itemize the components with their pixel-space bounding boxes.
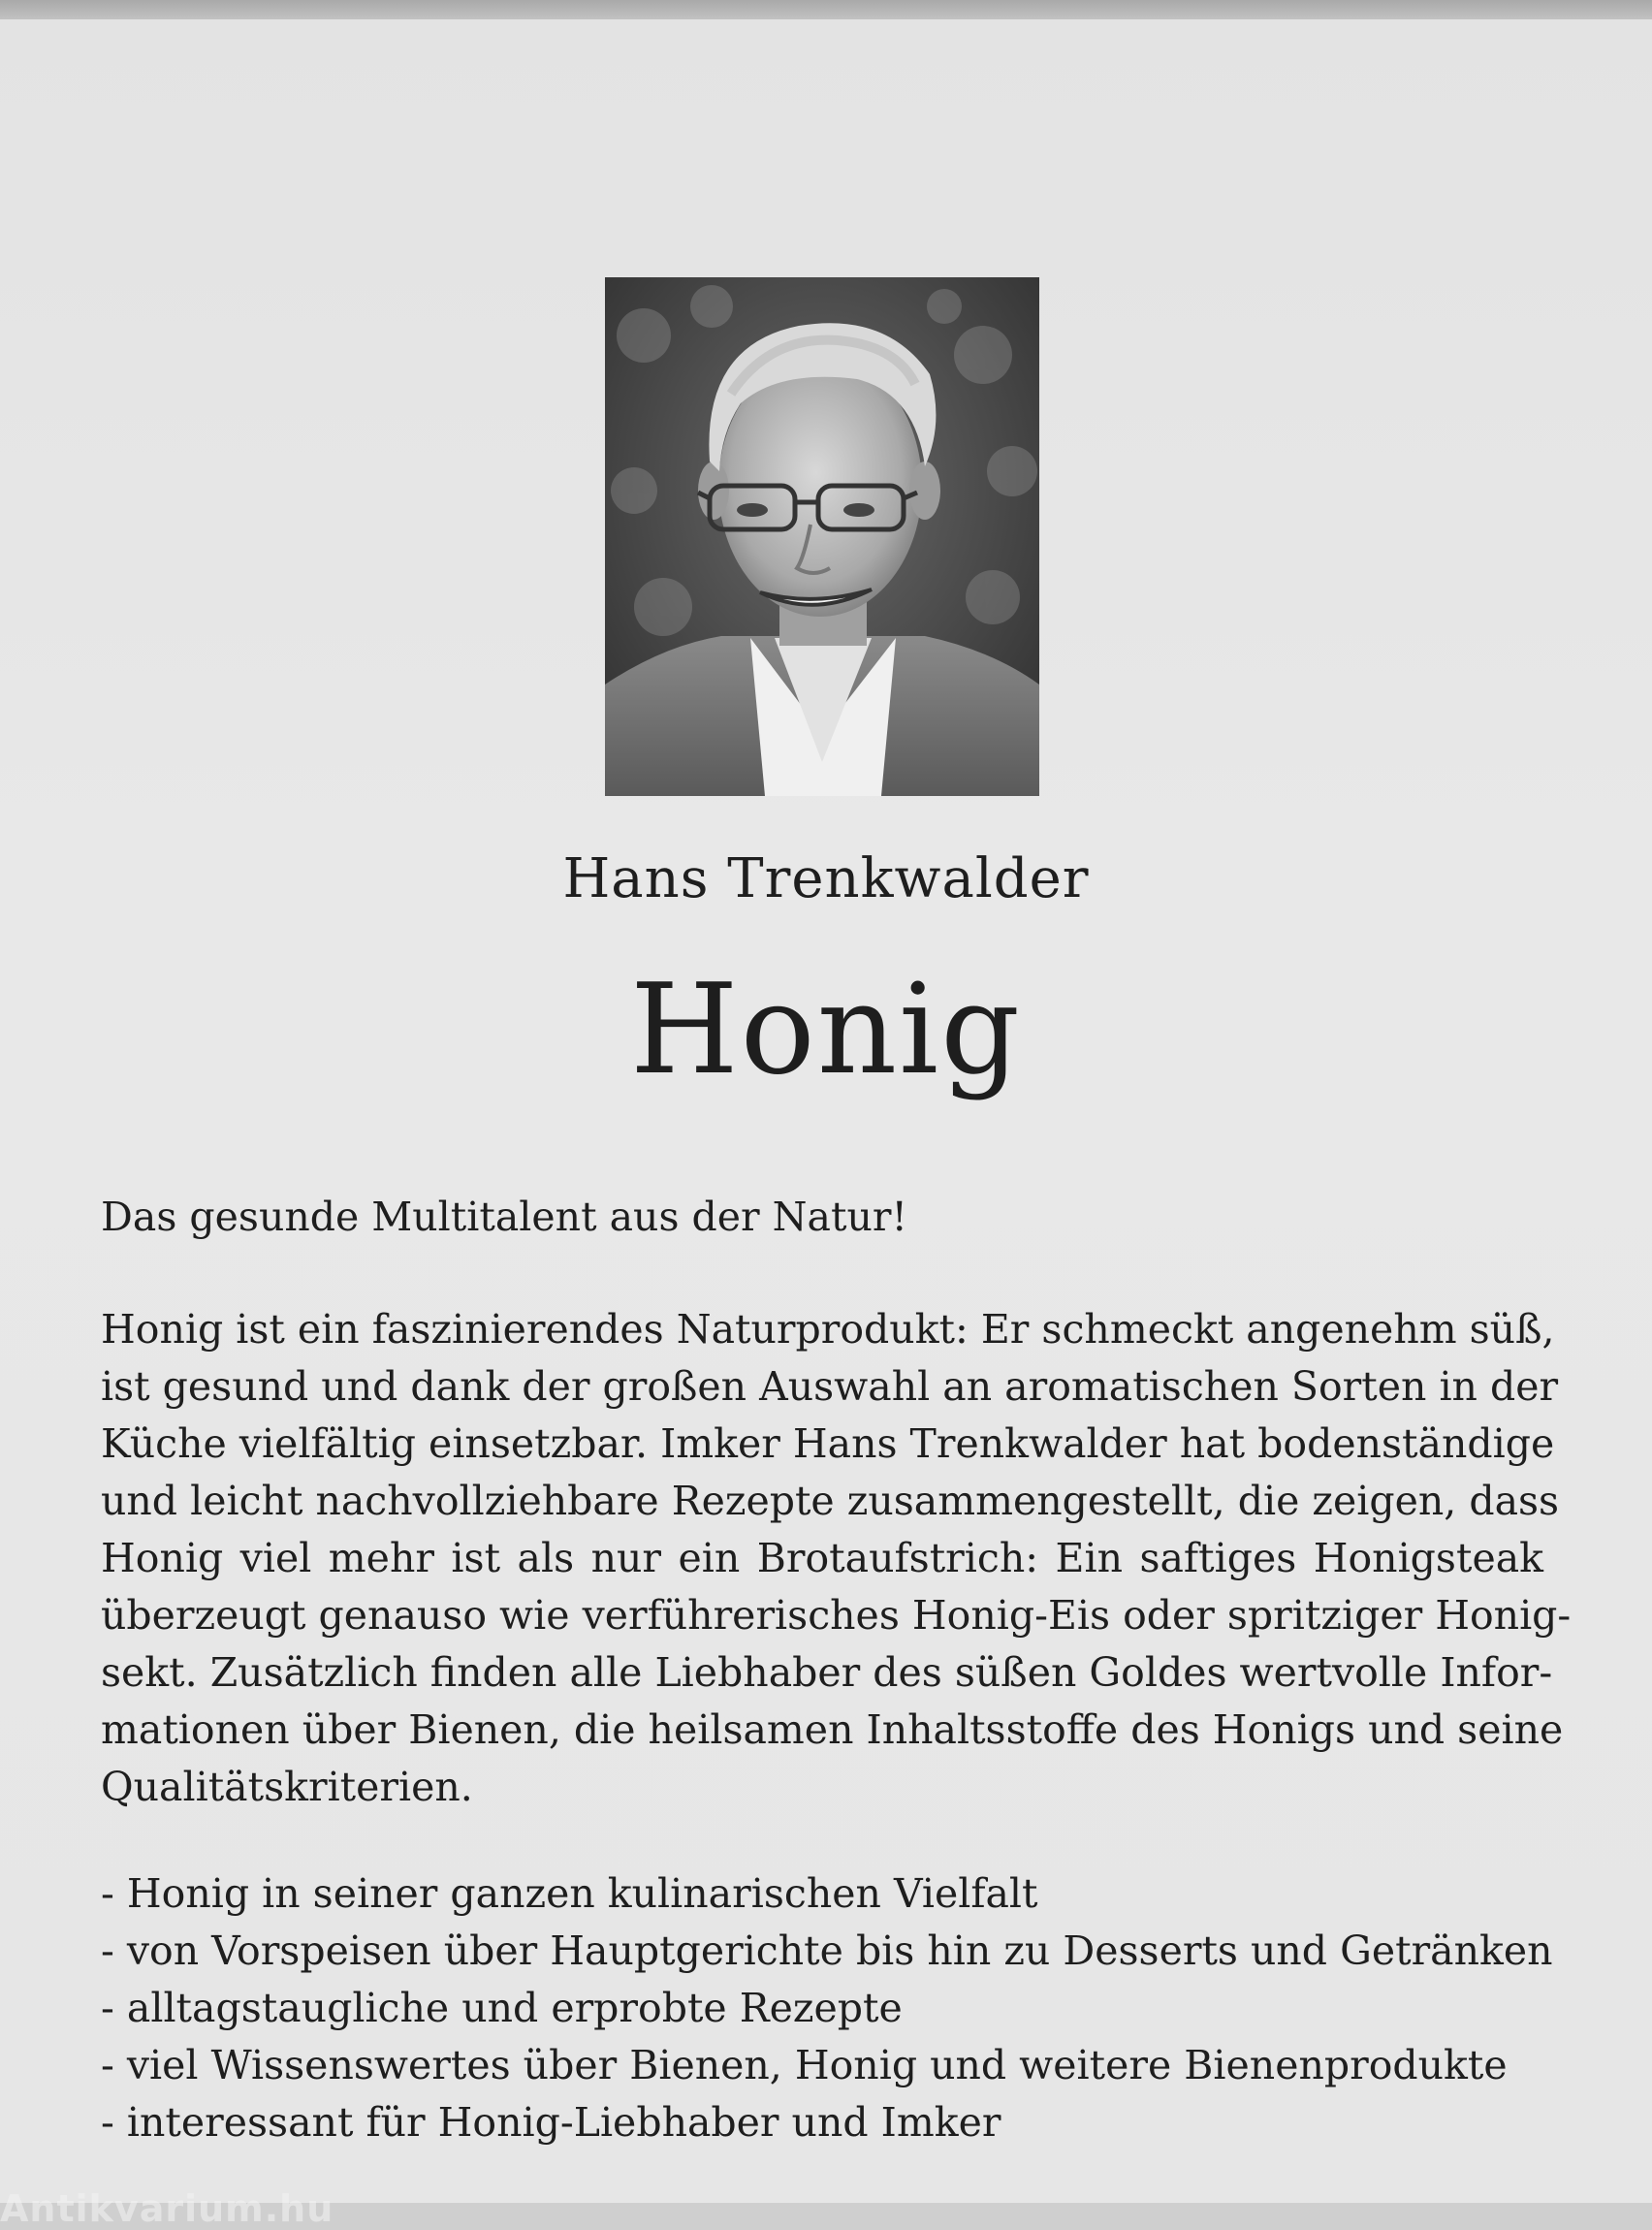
description-line: und leicht nachvollziehbare Rezepte zusammengestellt, die zeigen, dass: [101, 1478, 1560, 1524]
description-line: Qualitätskriterien.: [101, 1764, 473, 1810]
feature-list-item: - von Vorspeisen über Hauptgerichte bis hin zu Desserts und Getränken: [101, 1927, 1553, 1974]
watermark: Antikvarium.hu: [0, 2187, 334, 2230]
book-title: Honig: [630, 958, 1022, 1102]
tagline: Das gesunde Multitalent aus der Natur!: [101, 1194, 907, 1240]
description-line: überzeugt genauso wie verführerisches Honig-Eis oder spritziger Honig-: [101, 1592, 1572, 1639]
feature-list-item: - viel Wissenswertes über Bienen, Honig und weitere Bienenprodukte: [101, 2042, 1508, 2088]
author-photo: [605, 277, 1039, 796]
feature-list-item: - Honig in seiner ganzen kulinarischen Vielfalt: [101, 1870, 1038, 1917]
description-line: Küche vielfältig einsetzbar. Imker Hans Trenkwalder hat bodenständige: [101, 1420, 1555, 1467]
description-line: Honig ist ein faszinierendes Naturprodukt: Er schmeckt angenehm süß,: [101, 1306, 1555, 1353]
page-top-edge: [0, 0, 1652, 21]
feature-list-item: - interessant für Honig-Liebhaber und Imker: [101, 2099, 1001, 2146]
feature-list-item: - alltagstaugliche und erprobte Rezepte: [101, 1985, 903, 2031]
description-line: mationen über Bienen, die heilsamen Inhaltsstoffe des Honigs und seine: [101, 1706, 1564, 1753]
author-name: Hans Trenkwalder: [562, 847, 1090, 910]
description-paragraph: [101, 1301, 1572, 1816]
description-line: sekt. Zusätzlich finden alle Liebhaber des süßen Goldes wertvolle Infor-: [101, 1649, 1553, 1696]
description-line: ist gesund und dank der großen Auswahl an aromatischen Sorten in der: [101, 1363, 1559, 1410]
description-line: Honig viel mehr ist als nur ein Brotaufstrich: Ein saftiges Honigsteak: [101, 1535, 1543, 1581]
book-back-cover: [0, 19, 1652, 2230]
feature-list: [101, 1865, 1574, 2151]
